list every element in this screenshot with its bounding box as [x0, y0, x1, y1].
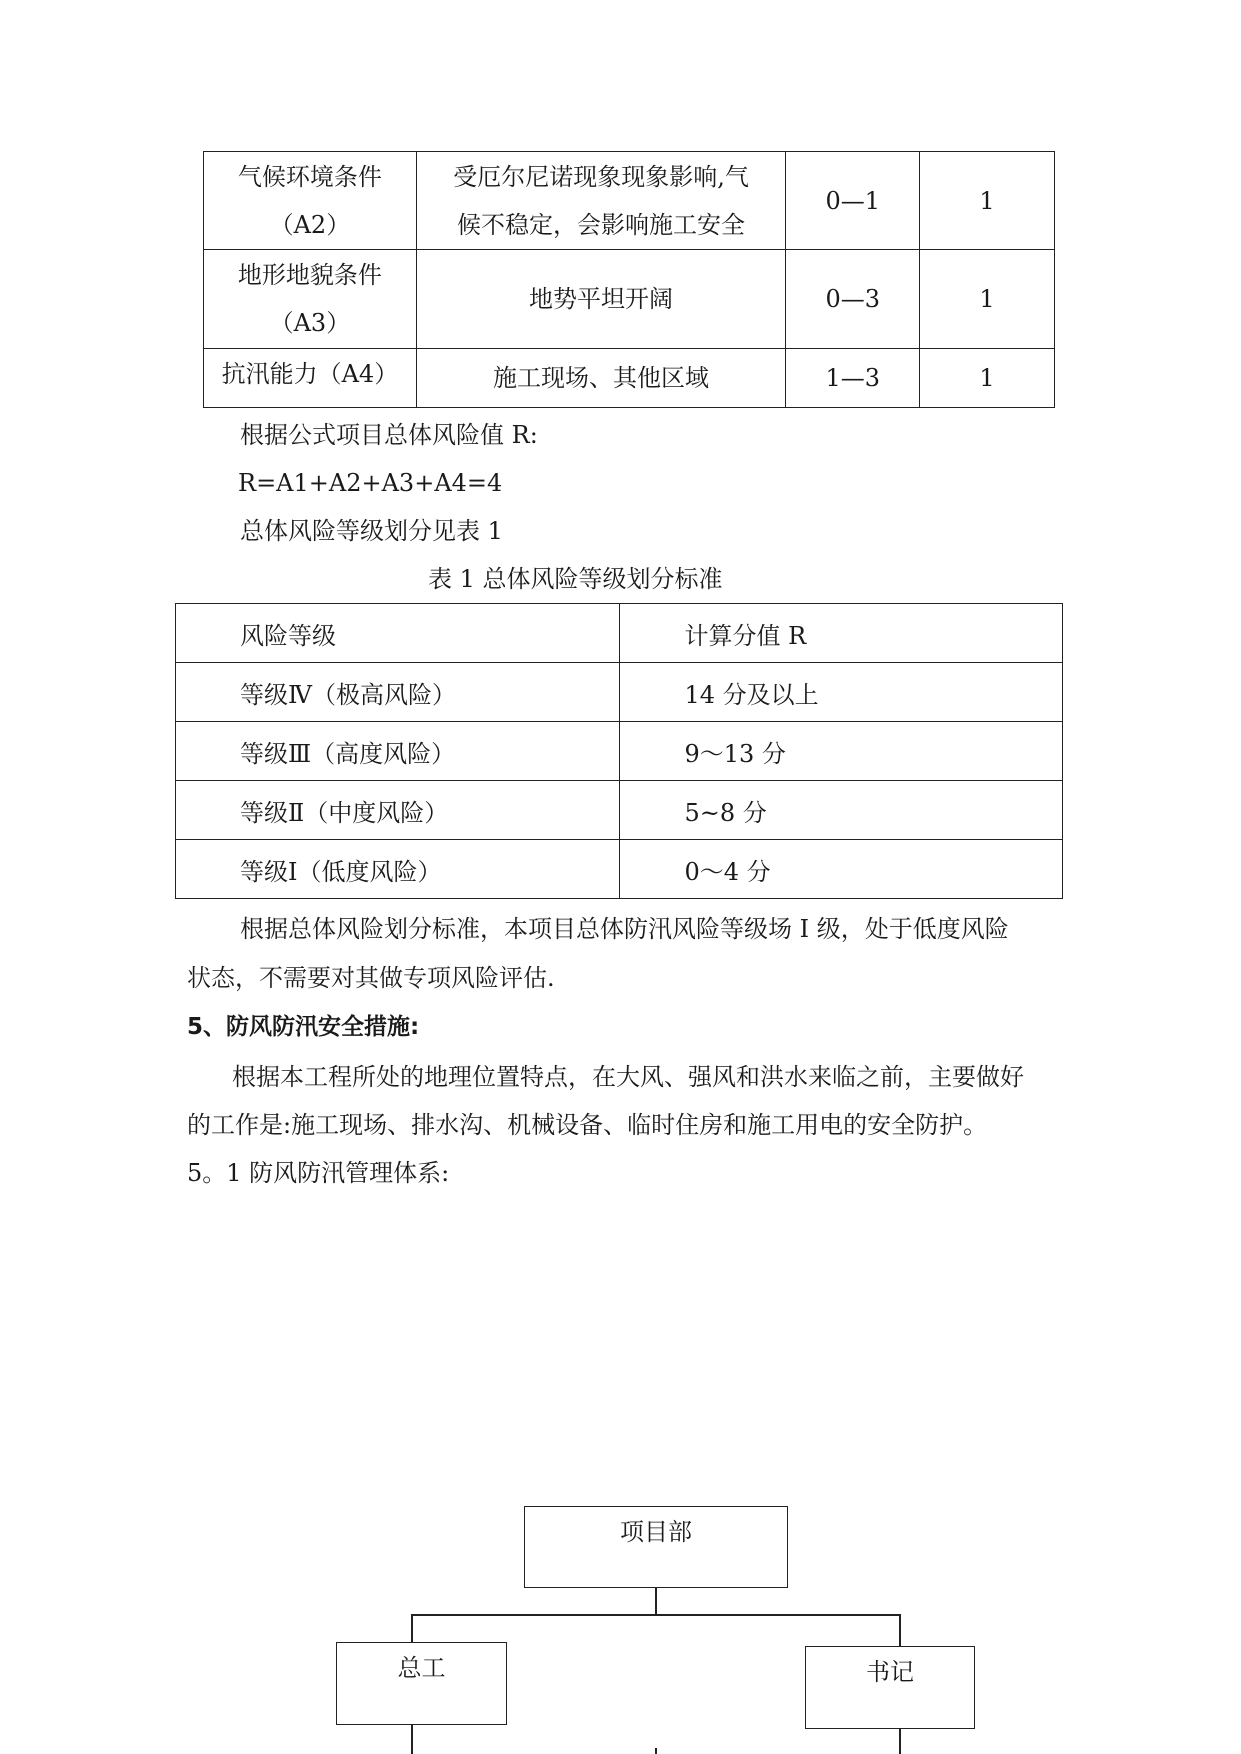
factor-name: 地形地貌条件 [237, 261, 382, 289]
org-node-project-dept: 项目部 [524, 1506, 788, 1588]
score-cell: 1 [920, 250, 1055, 349]
table-row [176, 722, 1063, 781]
connector-line [899, 1614, 901, 1646]
description-cell: 地势平坦开阔 [416, 250, 786, 349]
level-cell: 等级Ⅰ（低度风险） [176, 840, 620, 899]
range-cell: 1—3 [786, 349, 920, 408]
measures-paragraph: 根据本工程所处的地理位置特点，在大风、强风和洪水来临之前，主要做好 [232, 1063, 1024, 1091]
connector-line [411, 1614, 413, 1642]
description-cell [416, 152, 786, 250]
factor-cell [204, 152, 417, 250]
table-caption: 表 1 总体风险等级划分标准 [428, 565, 723, 593]
formula-intro: 根据公式项目总体风险值 R: [240, 421, 538, 449]
connector-line [411, 1614, 901, 1616]
factor-code: （A2） [269, 210, 351, 239]
description-cell: 施工现场、其他区域 [416, 349, 786, 408]
range-cell: 0—3 [786, 250, 920, 349]
score-cell: 9～13 分 [620, 722, 1063, 781]
table-row [176, 663, 1063, 722]
factor-code: （A3） [269, 309, 351, 337]
level-cell: 等级Ⅳ（极高风险） [176, 663, 620, 722]
formula: R=A1+A2+A3+A4=4 [238, 469, 503, 497]
conclusion-paragraph-cont: 状态，不需要对其做专项风险评估. [187, 964, 555, 992]
connector-line [411, 1724, 413, 1754]
table-row [176, 781, 1063, 840]
description-line: 候不稳定，会影响施工安全 [457, 210, 746, 239]
table-row [204, 152, 1055, 250]
range-cell: 0—1 [786, 152, 920, 250]
connector-line [899, 1728, 901, 1754]
level-cell: 等级Ⅱ（中度风险） [176, 781, 620, 840]
org-node-chief-engineer: 总工 [336, 1642, 507, 1725]
level-cell: 等级Ⅲ（高度风险） [176, 722, 620, 781]
subsection-heading: 5。1 防风防汛管理体系: [187, 1159, 450, 1187]
header-level: 风险等级 [176, 604, 620, 663]
score-cell: 0～4 分 [620, 840, 1063, 899]
score-cell: 5~8 分 [620, 781, 1063, 840]
factor-cell: 抗汛能力（A4） [204, 349, 417, 408]
table-row [204, 250, 1055, 349]
table-header-row [176, 604, 1063, 663]
factor-cell [204, 250, 417, 349]
description-line: 受厄尔尼诺现象现象影响,气 [453, 162, 749, 191]
see-table-note: 总体风险等级划分见表 1 [240, 517, 503, 545]
risk-factor-table [203, 151, 1055, 408]
org-node-secretary: 书记 [805, 1646, 975, 1729]
score-cell: 14 分及以上 [620, 663, 1063, 722]
table-row [204, 349, 1055, 408]
measures-paragraph-cont: 的工作是:施工现场、排水沟、机械设备、临时住房和施工用电的安全防护。 [187, 1111, 988, 1139]
risk-level-table [175, 603, 1063, 899]
factor-name: 气候环境条件 [237, 162, 382, 191]
connector-line [655, 1587, 657, 1615]
score-cell: 1 [920, 349, 1055, 408]
connector-line [655, 1748, 657, 1754]
score-cell: 1 [920, 152, 1055, 250]
conclusion-paragraph: 根据总体风险划分标准，本项目总体防汛风险等级场 I 级，处于低度风险 [240, 915, 1009, 943]
header-score: 计算分值 R [620, 604, 1063, 663]
table-row [176, 840, 1063, 899]
section-heading: 5、防风防汛安全措施: [187, 1014, 420, 1040]
